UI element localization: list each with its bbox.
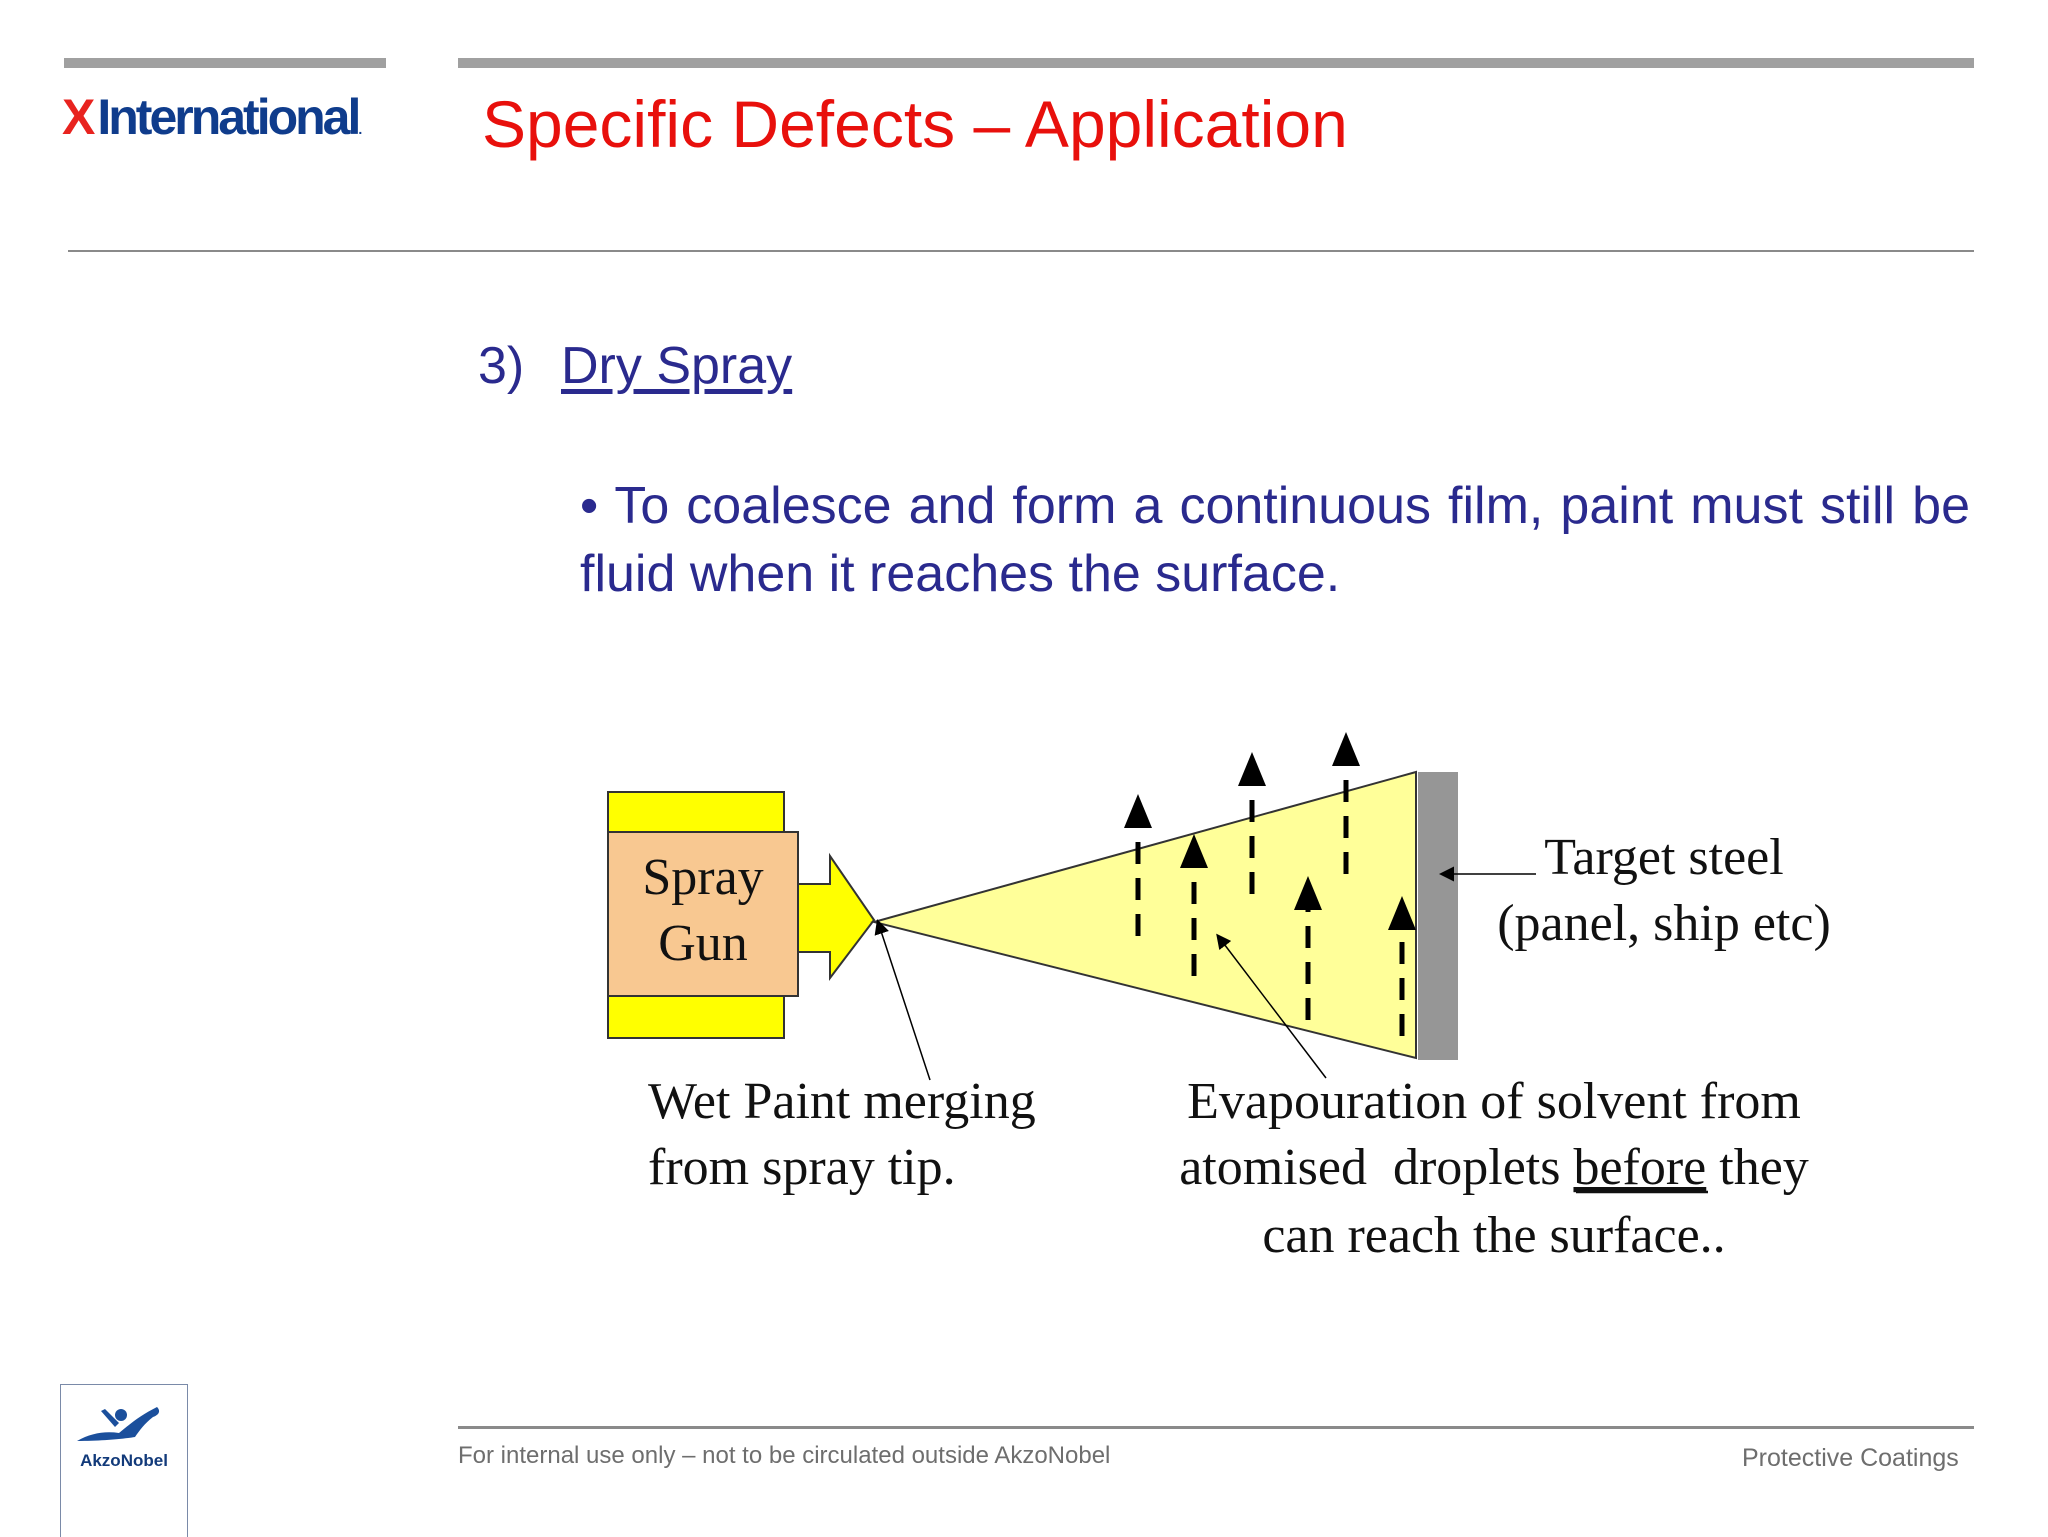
international-logo-text: International	[97, 89, 359, 145]
evaporation-label-part-c: they	[1706, 1139, 1809, 1196]
spray-gun-top-trim	[608, 792, 784, 832]
target-label-line1: Target steel	[1544, 829, 1784, 886]
wet-paint-pointer	[878, 922, 930, 1080]
akzonobel-figure-icon	[61, 1393, 187, 1453]
spray-nozzle-arrow	[798, 856, 874, 978]
wet-paint-label-line1: Wet Paint merging	[648, 1073, 1036, 1130]
international-x-icon: X	[62, 89, 96, 145]
akzonobel-logo	[60, 1384, 188, 1537]
section-title-link[interactable]: Dry Spray	[561, 337, 793, 395]
footer-notice: For internal use only – not to be circulated outside AkzoNobel	[458, 1442, 1111, 1469]
target-steel-panel	[1418, 772, 1458, 1060]
wet-paint-label-line2: from spray tip.	[648, 1139, 956, 1196]
footer-division: Protective Coatings	[1742, 1444, 1959, 1472]
section-number: 3)	[478, 337, 525, 395]
evaporation-arrowhead	[1332, 732, 1360, 766]
akzonobel-logo-text: AkzoNobel	[80, 1451, 168, 1470]
evaporation-label-line1: Evapouration of solvent from	[1187, 1073, 1801, 1130]
evaporation-label-before: before	[1573, 1139, 1707, 1196]
bullet-point: • To coalesce and form a continuous film, paint must still be fluid when it reaches the surface.	[580, 477, 1970, 603]
spray-gun-label-line1: Spray	[642, 849, 764, 906]
slide-title: Specific Defects – Application	[482, 87, 1348, 161]
target-label-line2: (panel, ship etc)	[1497, 895, 1831, 952]
evaporation-arrowhead	[1124, 794, 1152, 828]
evaporation-label-line2	[1179, 1139, 1809, 1196]
evaporation-arrowhead	[1238, 752, 1266, 786]
logo-registered-dot: .	[358, 121, 363, 137]
spray-gun-label-line2: Gun	[658, 915, 748, 972]
evaporation-label-line3: can reach the surface..	[1262, 1207, 1726, 1264]
spray-gun-bottom-trim	[608, 996, 784, 1038]
evaporation-label-part-a: atomised droplets	[1179, 1139, 1574, 1196]
